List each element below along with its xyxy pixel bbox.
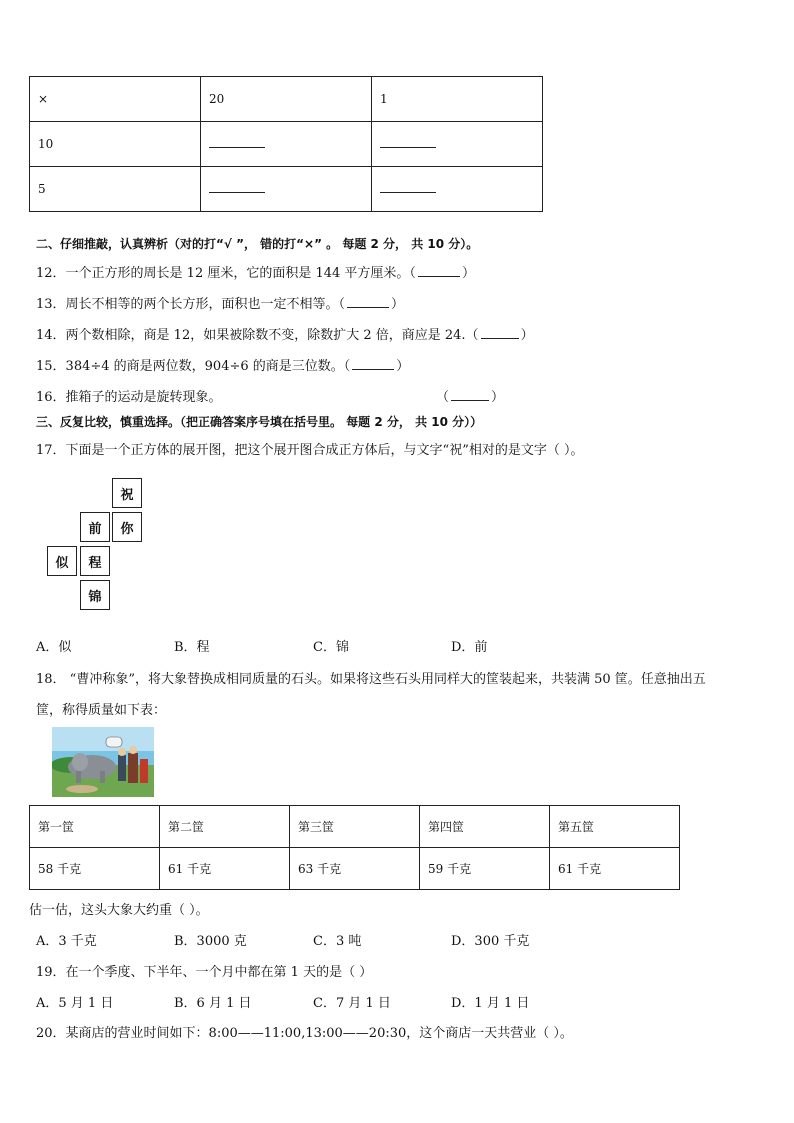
question-19: 19．在一个季度、下半年、一个月中都在第 1 天的是（ ） bbox=[36, 965, 373, 980]
option-b[interactable]: B．3000 克 bbox=[174, 934, 247, 949]
table-header: 第四筐 bbox=[420, 806, 550, 848]
answer-blank[interactable] bbox=[372, 167, 543, 212]
table-header: 第一筐 bbox=[30, 806, 160, 848]
net-face: 前 bbox=[80, 512, 110, 542]
option-a[interactable]: A．5 月 1 日 bbox=[36, 996, 114, 1011]
answer-blank[interactable] bbox=[372, 122, 543, 167]
table-row-label: 5 bbox=[30, 167, 201, 212]
table-cell: 61 千克 bbox=[160, 848, 290, 890]
table-header: 第二筐 bbox=[160, 806, 290, 848]
option-d[interactable]: D．前 bbox=[451, 640, 488, 655]
option-d[interactable]: D．1 月 1 日 bbox=[451, 996, 530, 1011]
answer-blank[interactable] bbox=[481, 328, 519, 339]
net-face: 祝 bbox=[112, 478, 142, 508]
option-c[interactable]: C．7 月 1 日 bbox=[313, 996, 391, 1011]
section-heading: 二、仔细推敲，认真辨析（对的打“√ ”， 错的打“×” 。 每题 2 分， 共 10 分）。 bbox=[36, 237, 479, 251]
table-header: 第三筐 bbox=[290, 806, 420, 848]
question-18-ask: 估一估，这头大象大约重（ ）。 bbox=[29, 903, 209, 918]
table-header-col1: 20 bbox=[201, 77, 372, 122]
answer-blank[interactable] bbox=[201, 167, 372, 212]
option-c[interactable]: C．3 吨 bbox=[313, 934, 362, 949]
basket-weight-table bbox=[29, 805, 680, 890]
option-d[interactable]: D．300 千克 bbox=[451, 934, 530, 949]
option-a[interactable]: A．似 bbox=[36, 640, 72, 655]
table-cell: 63 千克 bbox=[290, 848, 420, 890]
table-cell: 61 千克 bbox=[550, 848, 680, 890]
question-16-answer[interactable]: （ ） bbox=[436, 390, 505, 405]
option-b[interactable]: B．6 月 1 日 bbox=[174, 996, 252, 1011]
question-15: 15．384÷4 的商是两位数，904÷6 的商是三位数。（ ） bbox=[36, 359, 410, 374]
option-c[interactable]: C．锦 bbox=[313, 640, 349, 655]
question-18: 18． “曹冲称象”，将大象替换成相同质量的石头。如果将这些石头用同样大的筐装起来，共装满 50 筐。任意抽出五 bbox=[36, 672, 706, 687]
option-b[interactable]: B．程 bbox=[174, 640, 210, 655]
answer-blank[interactable] bbox=[347, 297, 389, 308]
multiplication-table bbox=[29, 76, 543, 212]
elephant-illustration bbox=[52, 727, 154, 797]
option-a[interactable]: A．3 千克 bbox=[36, 934, 97, 949]
table-row-label: 10 bbox=[30, 122, 201, 167]
table-header: 第五筐 bbox=[550, 806, 680, 848]
net-face: 你 bbox=[112, 512, 142, 542]
net-face: 锦 bbox=[80, 580, 110, 610]
table-header-op: × bbox=[30, 77, 201, 122]
table-header-col2: 1 bbox=[372, 77, 543, 122]
question-13: 13．周长不相等的两个长方形，面积也一定不相等。（ ） bbox=[36, 297, 405, 312]
question-18-cont: 筐，称得质量如下表： bbox=[36, 703, 167, 718]
table-cell: 58 千克 bbox=[30, 848, 160, 890]
answer-blank[interactable] bbox=[201, 122, 372, 167]
question-14: 14．两个数相除，商是 12，如果被除数不变，除数扩大 2 倍，商应是 24.（ ） bbox=[36, 328, 534, 343]
question-16: 16．推箱子的运动是旋转现象。 bbox=[36, 390, 222, 405]
question-12: 12．一个正方形的周长是 12 厘米，它的面积是 144 平方厘米。（ ） bbox=[36, 266, 475, 281]
net-face: 程 bbox=[80, 546, 110, 576]
table-cell: 59 千克 bbox=[420, 848, 550, 890]
question-17: 17．下面是一个正方体的展开图，把这个展开图合成正方体后，与文字“祝”相对的是文字（ ）。 bbox=[36, 443, 584, 458]
net-face: 似 bbox=[47, 546, 77, 576]
answer-blank[interactable] bbox=[352, 359, 394, 370]
question-20: 20．某商店的营业时间如下：8:00——11:00,13:00——20:30，这个商店一天共营业（ ）。 bbox=[36, 1026, 573, 1041]
section-heading: 三、反复比较，慎重选择。（把正确答案序号填在括号里。 每题 2 分， 共 10 分）） bbox=[36, 415, 483, 429]
answer-blank[interactable] bbox=[418, 266, 460, 277]
